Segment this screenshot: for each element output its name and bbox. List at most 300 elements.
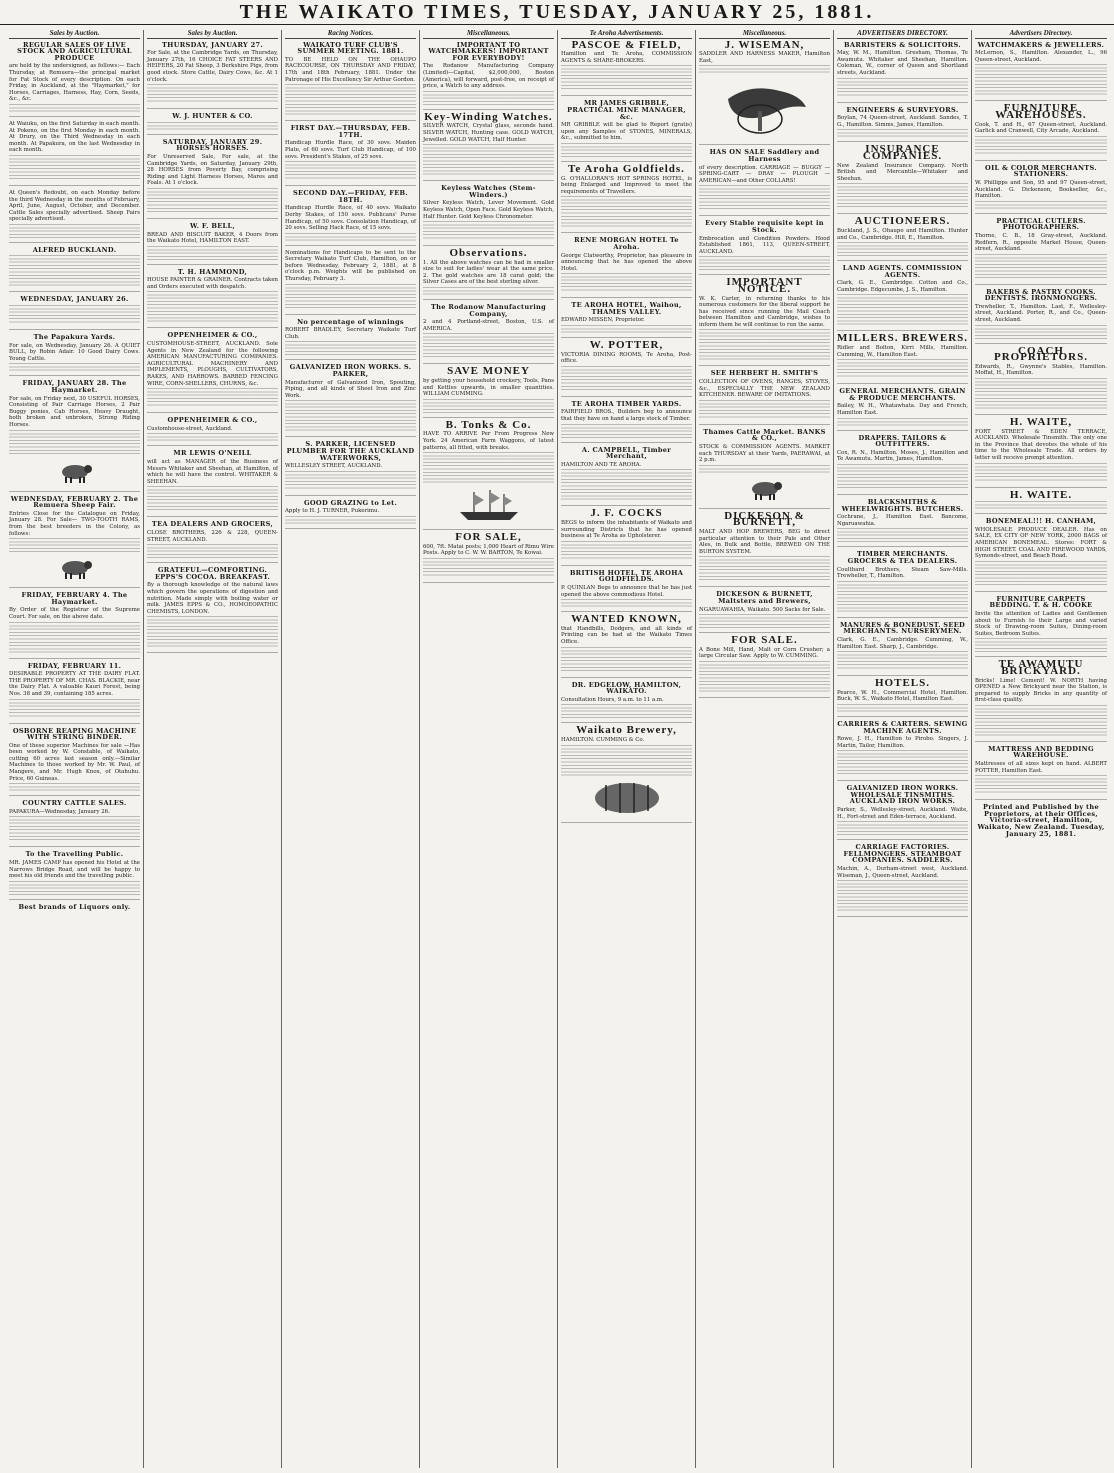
advert-text: EDWARD MISSEN, Proprietor.: [561, 317, 645, 324]
advert-text: FORT STREET & EDEN TERRACE, AUCKLAND. Wholesale Tinsmith. The only one in the Province that devotes the whole of his time to the Wholesale Trade. All orders by letter will receive prompt attention.: [975, 428, 1107, 461]
advert-text: Handicap Hurdle Race, of 30 sovs. Maiden Plate, of 60 sovs. Turf Club Handicap, of 100 sovs. President's Stakes, of 25 sovs.: [285, 140, 416, 160]
advert-text: FAIRFIELD BROS., Builders beg to announce that they have on hand a large stock of Timber.: [561, 409, 692, 423]
advert-title: No percentage of winnings: [297, 317, 404, 326]
advert-block: [9, 121, 140, 186]
text-filler: [9, 816, 140, 842]
advert-text: Thorne, C. B., 18 Gray-street, Auckland. Redfern, R., opposite Market House, Queen-street, Auckland.: [975, 232, 1107, 253]
advert-title: WEDNESDAY, JANUARY 26.: [20, 295, 129, 304]
advert-block: [837, 499, 968, 547]
advert-block: [699, 634, 830, 698]
text-filler: [147, 486, 278, 512]
advert-text: Rowe, J. H., Hamilton to Pirobo. Singers, J. Martin, Tailor, Hamilton.: [837, 736, 968, 749]
advert-block: [285, 500, 416, 529]
text-filler: [285, 233, 416, 241]
advert-block: [561, 237, 692, 298]
advert-title: WAIKATO TURF CLUB'S SUMMER MEETING. 1881.: [297, 40, 404, 56]
advert-text: WHOLESALE PRODUCE DEALER. Has on SALE, EX CITY OF NEW YORK, 2000 BAGS of AMERICAN BONEMEAL. Stores: FORT & HIGH STREET. COAL AND FIREWOOD YARDS, Symonds-street, and Beach Road.: [975, 526, 1107, 560]
advert-title: OSBORNE REAPING MACHINE WITH STRING BINDER.: [12, 726, 137, 742]
text-filler: [975, 501, 1107, 509]
advert-title: DRAPERS. TAILORS & OUTFITTERS.: [858, 433, 947, 449]
text-filler: [423, 558, 554, 578]
column-header: Sales by Auction.: [147, 30, 278, 39]
columns-container: [6, 30, 1110, 1468]
text-filler: [423, 399, 554, 413]
advert-text: Bricks! Lime! Cement! W. NORTH having OPENED a New Brickyard near the Station, is prepared to supply Bricks in any quantity of first-class quality.: [975, 677, 1107, 704]
advert-block: [147, 521, 278, 563]
advert-block: [9, 592, 140, 658]
advert-text: New Zealand Insurance Company. North British and Mercantile—Whitaker and Sheehan.: [837, 162, 968, 182]
text-filler: [423, 333, 554, 359]
advert-block: [837, 107, 968, 143]
text-filler: [561, 273, 692, 293]
text-filler: [975, 378, 1107, 410]
text-filler: [699, 185, 830, 211]
text-filler: [9, 881, 140, 895]
advert-text: Silver Keyless Watch, Lever Movement. Gold Keyless Watch, Open Face. Gold Keyless Watch, Half Hunter. Gold Keyless Chronometer.: [423, 200, 554, 220]
text-filler: [423, 221, 554, 241]
advert-block: [837, 622, 968, 676]
advert-text: Parker, S., Wellesley-street, Auckland. Waite, H., Fort-street and Eden-terrace, Auckland.: [837, 807, 968, 820]
advert-block: [561, 447, 692, 507]
advert-text: Machin, A., Durham-street west, Auckland. Wiseman, J., Queen-street, Auckland.: [837, 866, 968, 879]
column-footer: Best brands of Liquors only.: [18, 902, 131, 911]
advert-text: HAMILTON. CUMMING & Co.: [561, 736, 645, 743]
text-filler: [975, 638, 1107, 652]
advert-text: A Bone Mill, Hand, Malt or Corn Crusher; a large Circular Saw. Apply to W. CUMMING.: [699, 646, 830, 660]
advert-text: By Order of the Registrar of the Supreme Court. For sale, on the above date.: [9, 607, 140, 620]
advert-text: that Handbills, Dodgers, and all kinds of Printing can be had at the Waikato Times Office.: [561, 625, 692, 645]
advert-title: TE AROHA TIMBER YARDS.: [571, 399, 682, 408]
advert-block: [147, 332, 278, 413]
advert-block: [975, 289, 1107, 344]
advert-title: A. CAMPBELL, Timber Merchant,: [581, 445, 672, 461]
text-filler: [147, 388, 278, 408]
advert-block: [147, 223, 278, 265]
advert-text: Coulthard Brothers, Steam Saw-Mills. Trewheller, T., Hamilton.: [837, 566, 968, 580]
advert-text: Manufacturer of Galvanized Iron, Spouting, Piping, and all kinds of Sheet Iron and Zinc Work.: [285, 379, 416, 399]
text-filler: [837, 359, 968, 379]
advert-title: INSURANCE COMPANIES.: [862, 143, 943, 162]
text-filler: [975, 705, 1107, 737]
advert-block: [423, 304, 554, 364]
advert-title: DR. EDGELOW, HAMILTON, WAIKATO.: [571, 680, 682, 696]
text-filler: [699, 614, 830, 628]
advert-title: WEDNESDAY, FEBRUARY 2. The Remuera Sheep Fair.: [10, 494, 139, 510]
column-header: Racing Notices.: [285, 30, 416, 39]
advert-text: are held by the undersigned, as follows:— Each Thursday, at Remuera—the principal market for Fat Stock of every description. On each Friday, in Auckland, at the "Haymarket," for Horses, Carriages, Harness, Hay, Corn, Seeds, &c., &c.: [9, 63, 140, 103]
advert-text: Handicap Hurdle Race, of 40 sovs. Waikato Derby Stakes, of 150 sovs. Publicans' Purse Handicap, of 50 sovs. Consolation Handicap, of 20 sovs. Selling Hack Race, of 15 sovs.: [285, 205, 416, 232]
advert-title: SEE HERBERT H. SMITH'S: [710, 369, 819, 378]
advert-block: [699, 38, 830, 146]
advert-title: Waikato Brewery,: [576, 724, 677, 737]
advert-block: [9, 800, 140, 847]
advert-block: [9, 728, 140, 797]
advert-title: Te Aroha Goldfields.: [568, 162, 685, 175]
advert-title: Thames Cattle Market. BANKS & CO.,: [703, 427, 826, 443]
text-filler: [837, 464, 968, 490]
advert-title: TE AROHA HOTEL, Waihou, THAMES VALLEY.: [571, 301, 682, 316]
text-filler: [561, 325, 692, 333]
column-5: [558, 30, 696, 1468]
text-filler: [561, 647, 692, 673]
advert-title: FRIDAY, FEBRUARY 11.: [27, 661, 122, 670]
advert-text: Trewheller, T., Hamilton. Last, F., Wellesley-street, Auckland. Porter, R., and Co., Queen-street, Auckland.: [975, 303, 1107, 324]
advert-block: [561, 613, 692, 677]
text-filler: [9, 155, 140, 181]
advert-block: [837, 143, 968, 214]
column-header: Advertisers Directory.: [975, 30, 1107, 39]
advert-text: One of these superior Machines for sale —Has been worked by W. Constable, of Waikato, cutting 60 acres last season only.—Similar Machines to those worked by Mr. W. Paul, of Mangere, and Mr. Hugh Knox, of Otahuhu. Price, 60 Guineas.: [9, 742, 140, 782]
text-filler: [147, 291, 278, 323]
advert-title: FURNITURE CARPETS BEDDING. T. & H. COOKE: [989, 594, 1093, 610]
advert-block: [837, 332, 969, 384]
text-filler: [561, 196, 692, 228]
advert-block: [147, 269, 278, 329]
advert-text: VICTORIA DINING ROOMS, Te Aroha, Post-office.: [561, 351, 692, 365]
advert-text: For Unreserved Sale, For sale, at the Cambridge Yards, on Saturday, January 29th, 28 HORSES from Poverty Bay, comprising Riding and Light Harness Horses, Mares and Foals. At 1 o'clock.: [147, 153, 278, 187]
advert-title: IMPORTANT TO WATCHMAKERS! IMPORTANT FOR EVERYBODY!: [428, 40, 549, 62]
advert-title: CARRIERS & CARTERS. SEWING MACHINE AGENTS.: [837, 719, 968, 735]
advert-block: [975, 416, 1107, 488]
advert-title: HOTELS.: [875, 677, 930, 690]
advert-title: FURNITURE WAREHOUSES.: [995, 102, 1087, 121]
text-filler: [975, 136, 1107, 156]
text-filler: [837, 294, 968, 326]
advert-text: will act as MANAGER of the Business of Messrs Whitaker and Sheehan, at Hamilton, of which he will have the control. WHITAKER & SHEEHAN.: [147, 459, 278, 485]
advert-title: DICKESON & BURNETT,: [724, 509, 805, 529]
advert-title: WATCHMAKERS & JEWELLERS.: [977, 40, 1105, 49]
column-header: ADVERTISERS DIRECTORY.: [837, 30, 968, 39]
advert-text: For Sale, at the Cambridge Yards, on Thursday, January 27th, 16 CHOICE FAT STEERS AND HEIFERS, 20 Fat Sheep, 3 Berkshire Pigs, from good stock. Store Cattle, Dairy Cows, &c. At 1 o'clock.: [147, 50, 278, 83]
advert-text: Entries Close for the Catalogue on Friday, January 28. For Sale— TWO-TOOTH RAMS, from the best breeders in the Colony, as follows:: [9, 510, 140, 537]
advert-block: [423, 418, 554, 530]
advert-text: Apply to H. J. TURNER, Pukerimu.: [285, 508, 380, 515]
advert-block: [975, 165, 1107, 214]
advert-block: [9, 190, 140, 243]
advert-title: To the Travelling Public.: [25, 850, 124, 859]
advert-block: [9, 334, 140, 376]
advert-text: McLernon, S., Hamilton. Alexander, L., 96 Queen-street, Auckland.: [975, 50, 1107, 63]
advert-title: The Rodanow Manufacturing Company,: [430, 303, 547, 318]
text-filler: [699, 256, 830, 270]
advert-block: [561, 162, 692, 233]
text-filler: [147, 84, 278, 104]
column-2: [144, 30, 282, 1468]
text-filler: [147, 616, 278, 648]
text-filler: [561, 424, 692, 438]
advert-title: TEA DEALERS AND GROCERS,: [151, 520, 274, 529]
advert-block: [147, 113, 278, 135]
text-filler: [699, 329, 830, 361]
advert-text: BEGS to inform the inhabitants of Waikato and surrounding Districts that he has opened business at Te Aroha as Upholsterer.: [561, 520, 692, 540]
advert-text: BREAD AND BISCUIT BAKER, 4 Doors from the Waikato Hotel, HAMILTON EAST.: [147, 231, 278, 245]
advert-block: [285, 42, 416, 122]
advert-block: [837, 721, 968, 781]
advert-text: Buckland, J. S., Ohaupo and Hamilton. Hunter and Co., Cambridge. Hill, E., Hamilton.: [837, 227, 968, 241]
advert-text: Boylan, 74 Queen-street, Auckland. Sandes, T. G., Hamilton. Simms, James, Hamilton.: [837, 115, 968, 128]
advert-text: Customhouse-street, Auckland.: [147, 425, 233, 432]
advert-block: [837, 215, 968, 261]
advert-block: [147, 139, 278, 219]
advert-title: BRITISH HOTEL, TE AROHA GOLDFIELDS.: [569, 568, 684, 584]
advert-text: Invite the attention of Ladies and Gentlemen about to Furnish to their Large and varied Stock of Drawing-room Suites, Dining-room Suites, Bedroom Suites.: [975, 610, 1107, 637]
advert-text: May, W. M., Hamilton. Gresham, Thomas, Te Awamutu. Whitaker and Sheehan, Hamilton. Coleman, W., corner of Queen and Shortland streets, Auckland.: [837, 50, 968, 76]
sheep-illustration: [745, 477, 785, 501]
advert-text: TO BE HELD ON THE OHAUPO RACECOURSE, ON THURSDAY AND FRIDAY, 17th and 18th February, 1881. Under the Patronage of His Excellency Sir Arthur Gordon.: [285, 56, 416, 83]
advert-block: [837, 844, 968, 917]
advert-block: [285, 125, 416, 186]
advert-text: SADDLER AND HARNESS MAKER, Hamilton East,: [699, 51, 830, 64]
advert-title: SAVE MONEY: [447, 365, 530, 378]
text-filler: [837, 704, 968, 712]
advert-title: J. F. COCKS: [590, 507, 663, 520]
column-7: [834, 30, 972, 1468]
text-filler: [147, 544, 278, 558]
advert-title: TE AWAMUTU BRICKYARD.: [998, 658, 1084, 677]
advert-block: [423, 365, 554, 417]
text-filler: [837, 880, 968, 912]
advert-block: [9, 247, 140, 293]
advert-block: [561, 38, 692, 97]
advert-title: HAS ON SALE Saddlery and Harness: [709, 148, 820, 163]
advert-block: [423, 185, 554, 246]
text-filler: [837, 821, 968, 835]
advert-text: At Queen's Redoubt, on each Monday before the third Wednesday in the months of February, April, June, August, October, and December. Cattle Sales specially advertised. Sheep Fairs specially advertised.: [9, 189, 140, 223]
advert-text: At Waiuku, on the first Saturday in each month. At Pokeno, on the first Monday in each month. At Drury, on the Third Wednesday in each month. At Papakura, on the last Wednesday in each month.: [9, 120, 140, 154]
column-6: [696, 30, 834, 1468]
advert-title: Observations.: [449, 247, 528, 260]
advert-block: [423, 42, 554, 110]
text-filler: [837, 651, 968, 671]
advert-block: [561, 570, 692, 612]
text-filler: [147, 433, 278, 441]
text-filler: [285, 161, 416, 181]
advert-block: [975, 518, 1107, 592]
advert-block: [9, 496, 140, 589]
advert-title: OPPENHEIMER & CO.,: [167, 416, 258, 425]
advert-title: BLACKSMITHS & WHEELWRIGHTS. BUTCHERS.: [841, 498, 964, 513]
text-filler: [423, 287, 554, 295]
text-filler: [9, 224, 140, 238]
advert-text: CUSTOMHOUSE-STREET, AUCKLAND. Sole Agents in New Zealand for the following AMERICAN MANUFACTURING COMPANIES. AGRICULTURAL MACHINERY AND IMPLEMENTS, PLOUGHS, CULTIVATORS, RAKES, AND HARROWS. BARBED FENCING WIRE, CORN-SHELLERS, CHURNS, &c.: [147, 341, 278, 387]
advert-block: [147, 450, 278, 517]
column-footer: Printed and Published by the Proprietors, at their Offices, Victoria-street, Hamilton, Waikato, New Zealand. Tuesday, January 25, 1881.: [977, 803, 1105, 838]
text-filler: [699, 661, 830, 693]
barrel-illustration: [592, 781, 662, 815]
advert-text: Hamilton and Te Aroha, COMMISSION AGENTS & SHARE-BROKERS.: [561, 51, 692, 64]
advert-block: [285, 441, 416, 495]
column-3: [282, 30, 420, 1468]
sheep-illustration: [55, 460, 95, 484]
advert-text: MR. JAMES CAMP has opened his Hotel at the Narrows Bridge Road, and will be happy to meet his old friends and the travelling public.: [9, 860, 140, 880]
text-filler: [9, 538, 140, 552]
column-8: [972, 30, 1110, 1468]
advert-title: IMPORTANT NOTICE.: [726, 276, 803, 295]
text-filler: [147, 246, 278, 260]
advert-block: [837, 388, 968, 430]
advert-block: [975, 42, 1107, 102]
advert-text: Ridler and Bolton, Kirri Mills, Hamilton. Cumming, W., Hamilton East.: [837, 345, 968, 358]
advert-title: W. J. HUNTER & CO.: [172, 112, 253, 121]
advert-title: Keyless Watches (Stem-Winders.): [441, 184, 536, 199]
text-filler: [837, 183, 968, 209]
advert-text: Nominations for Handicaps to be sent to the Secretary Waikato Turf Club, Hamilton, on or before Wednesday, February 2, 1881, at 8 o'clock p.m. Weights will be published on Thursday, February 3.: [285, 249, 416, 283]
advert-text: Clark, G. E., Cambridge. Cumming, W., Hamilton East. Sharp, J., Cambridge.: [837, 636, 968, 650]
text-filler: [975, 201, 1107, 209]
advert-text: 1. All the above watches can be had in smaller size to suit for ladies' wear at the same price. 2. The gold watches are 18 carat gold; the Silver Cases are of the best sterling silver.: [423, 259, 554, 286]
advert-block: [975, 658, 1107, 742]
advert-block: [423, 110, 554, 181]
advert-text: Cook, T. and H., 67 Queen-street, Auckland. Garlick and Cranwell, City Arcade, Auckland.: [975, 121, 1107, 135]
advert-text: WELLESLEY STREET, AUCKLAND.: [285, 463, 383, 470]
advert-title: The Papakura Yards.: [33, 333, 116, 342]
advert-block: [699, 276, 830, 366]
advert-title: PASCOE & FIELD,: [571, 38, 682, 51]
advert-text: STOCK & COMMISSION AGENTS. MARKET each THURSDAY at their Yards, PAERAWAI, at 2 p.m.: [699, 444, 830, 464]
text-filler: [837, 129, 968, 137]
advert-block: [147, 567, 278, 653]
text-filler: [837, 78, 968, 98]
advert-title: WANTED KNOWN,: [571, 613, 682, 626]
advert-title: MR JAMES GRIBBLE, PRACTICAL MINE MANAGER, &c.: [567, 99, 686, 121]
advert-title: PRACTICAL CUTLERS. PHOTOGRAPHERS.: [996, 216, 1086, 232]
advert-title: OIL & COLOR MERCHANTS. STATIONERS.: [985, 163, 1097, 179]
advert-block: [837, 435, 968, 495]
advert-title: AUCTIONEERS.: [854, 215, 951, 228]
column-header: Te Aroha Advertisements.: [561, 30, 692, 39]
advert-title: OPPENHEIMER & CO.,: [167, 331, 258, 340]
text-filler: [699, 400, 830, 420]
advert-block: [699, 591, 830, 633]
advert-title: J. WISEMAN,: [724, 38, 805, 51]
advert-block: [423, 531, 554, 583]
advert-title: GOOD GRAZING to Let.: [303, 498, 398, 507]
text-filler: [837, 242, 968, 256]
advert-title: BONEMEAL!!! H. CANHAM,: [985, 517, 1097, 526]
advert-text: Consultation Hours, 9 a.m. to 11 a.m.: [561, 696, 664, 703]
advert-block: [9, 42, 140, 117]
text-filler: [423, 452, 554, 484]
advert-block: [285, 250, 416, 315]
advert-block: [285, 319, 416, 361]
text-filler: [975, 64, 1107, 96]
advert-title: S. PARKER, LICENSED PLUMBER FOR THE AUCKLAND WATERWORKS,: [286, 440, 415, 462]
sheep-illustration: [55, 556, 95, 580]
advert-title: T. H. HAMMOND,: [177, 267, 248, 276]
text-filler: [561, 65, 692, 91]
text-filler: [837, 581, 968, 613]
advert-text: W. Phillipps and Son, 95 and 97 Queen-street, Auckland. G. Dickenson, Bookseller, &c., Hamilton.: [975, 179, 1107, 200]
advert-title: SATURDAY, JANUARY 29. HORSES HORSES.: [162, 137, 263, 153]
text-filler: [975, 463, 1107, 483]
advert-block: [975, 218, 1107, 285]
advert-title: W. F. BELL,: [189, 221, 236, 230]
advert-block: [837, 551, 968, 617]
advert-text: By a thorough knowledge of the natural laws which govern the operations of digestion and nutrition. Made simply with boiling water or milk. JAMES EPPS & CO., HOMOEOPATHIC CHEMISTS, LONDON.: [147, 582, 278, 615]
advert-title: H. WAITE,: [1009, 416, 1073, 429]
advert-block: [975, 746, 1107, 800]
advert-block: [9, 296, 140, 330]
advert-title: REGULAR SALES OF LIVE STOCK AND AGRICULTURAL PRODUCE: [17, 40, 132, 62]
advert-title: TIMBER MERCHANTS. GROCERS & TEA DEALERS.: [847, 550, 958, 565]
advert-title: GALVANIZED IRON WORKS. WHOLESALE TINSMITHS. AUCKLAND IRON WORKS.: [846, 784, 959, 806]
advert-text: DESIRABLE PROPERTY AT THE DAIRY FLAT. THE PROPERTY OF MR. CHAS. BLACKIE, near the Dairy Flat. A valuable Kauri Forest, being Nos. 38 and 39, containing 185 acres.: [9, 671, 140, 697]
advert-title: B. Tonks & Co.: [445, 418, 532, 431]
advert-text: Embrocation and Condition Powders. Hood Established 1861, 113, QUEEN-STREET, AUCKLAND.: [699, 235, 830, 255]
advert-text: MR GRIBBLE will be glad to Report (gratis) upon any Samples of STONES, MINERALS, &c., submitted to him.: [561, 122, 692, 142]
advert-block: [837, 265, 968, 331]
advert-title: FOR SALE.: [731, 634, 798, 647]
advert-title: GALVANIZED IRON WORKS. S. PARKER,: [289, 363, 412, 379]
advert-text: HOUSE PAINTER & GRAINER. Contracts taken and Orders executed with despatch.: [147, 277, 278, 290]
advert-text: ROBERT BRADLEY, Secretary Waikato Turf Club.: [285, 327, 416, 340]
advert-block: [561, 302, 692, 338]
advert-block: [561, 401, 692, 443]
advert-text: Bailey, W. H., Whatawhata. Day and French, Hamilton East.: [837, 403, 968, 417]
text-filler: [837, 750, 968, 776]
advert-title: DICKESON & BURNETT, Maltsters and Brewers,: [716, 590, 813, 605]
saddle-illustration: [720, 77, 810, 137]
text-filler: [285, 400, 416, 432]
advert-title: MILLERS. BREWERS.: [837, 332, 969, 345]
advert-block: [561, 507, 692, 565]
text-filler: [9, 255, 140, 287]
advert-block: [837, 785, 968, 840]
advert-block: [147, 42, 278, 110]
text-filler: [837, 418, 968, 426]
advert-title: MANURES & BONEDUST. SEED MERCHANTS. NURSERYMEN.: [839, 620, 966, 636]
text-filler: [9, 104, 140, 112]
text-filler: [975, 254, 1107, 280]
advert-text: W. K. Carter, in returning thanks to his numerous customers for the liberal support he has received since running the Mail Coach between Hamilton and Cambridge, wishes to inform them he will continue to run the same.: [699, 295, 830, 328]
advert-text: Pearce, W. H., Commercial Hotel, Hamilton. Buck, W. S., Waikato Hotel, Hamilton East.: [837, 689, 968, 703]
advert-text: George Clatworthy, Proprietor, has pleasure in announcing that he has opened the above Hotel.: [561, 252, 692, 272]
text-filler: [285, 341, 416, 355]
advert-title: FIRST DAY.—THURSDAY, FEB. 17TH.: [290, 124, 411, 139]
advert-title: MR LEWIS O'NEILL: [173, 449, 252, 458]
text-filler: [561, 366, 692, 392]
advert-block: [975, 102, 1107, 160]
column-1: [6, 30, 144, 1468]
advert-title: CARRIAGE FACTORIES. FELLMONGERS. STEAMBOAT COMPANIES. SADDLERS.: [843, 843, 962, 865]
text-filler: [285, 84, 416, 116]
text-filler: [9, 699, 140, 719]
text-filler: [561, 599, 692, 607]
advert-text: Cochrane, J., Hamilton East. Bancome, Ngaruawahia.: [837, 514, 968, 527]
text-filler: [699, 65, 830, 73]
advert-block: [561, 339, 692, 397]
advert-block: [699, 149, 830, 216]
advert-title: MATTRESS AND BEDDING WAREHOUSE.: [988, 744, 1094, 760]
advert-block: [699, 509, 830, 588]
text-filler: [9, 622, 140, 654]
advert-block: [147, 417, 278, 446]
text-filler: [147, 122, 278, 130]
advert-block: [9, 380, 140, 491]
advert-block: [9, 851, 140, 899]
text-filler: [699, 556, 830, 582]
text-filler: [285, 284, 416, 310]
text-filler: [975, 561, 1107, 587]
advert-text: MALT AND HOP BREWERS, BEG to direct particular attention to their Pale and Other Ales, in Bulk and Bottle, BREWED ON THE BURTON SYSTEM.: [699, 529, 830, 555]
text-filler: [285, 516, 416, 524]
advert-title: H. WAITE.: [1009, 488, 1073, 501]
text-filler: [285, 471, 416, 491]
column-4: [420, 30, 558, 1468]
text-filler: [9, 305, 140, 325]
advert-block: [837, 42, 968, 103]
advert-text: For sale, on Friday next, 30 USEFUL HORSES, Consisting of Pair Carriage Horses, 2 Pair Buggy ponies, Cab Horses, Heavy Draught, both broken and unbroken, Strong Riding Horses.: [9, 395, 140, 428]
